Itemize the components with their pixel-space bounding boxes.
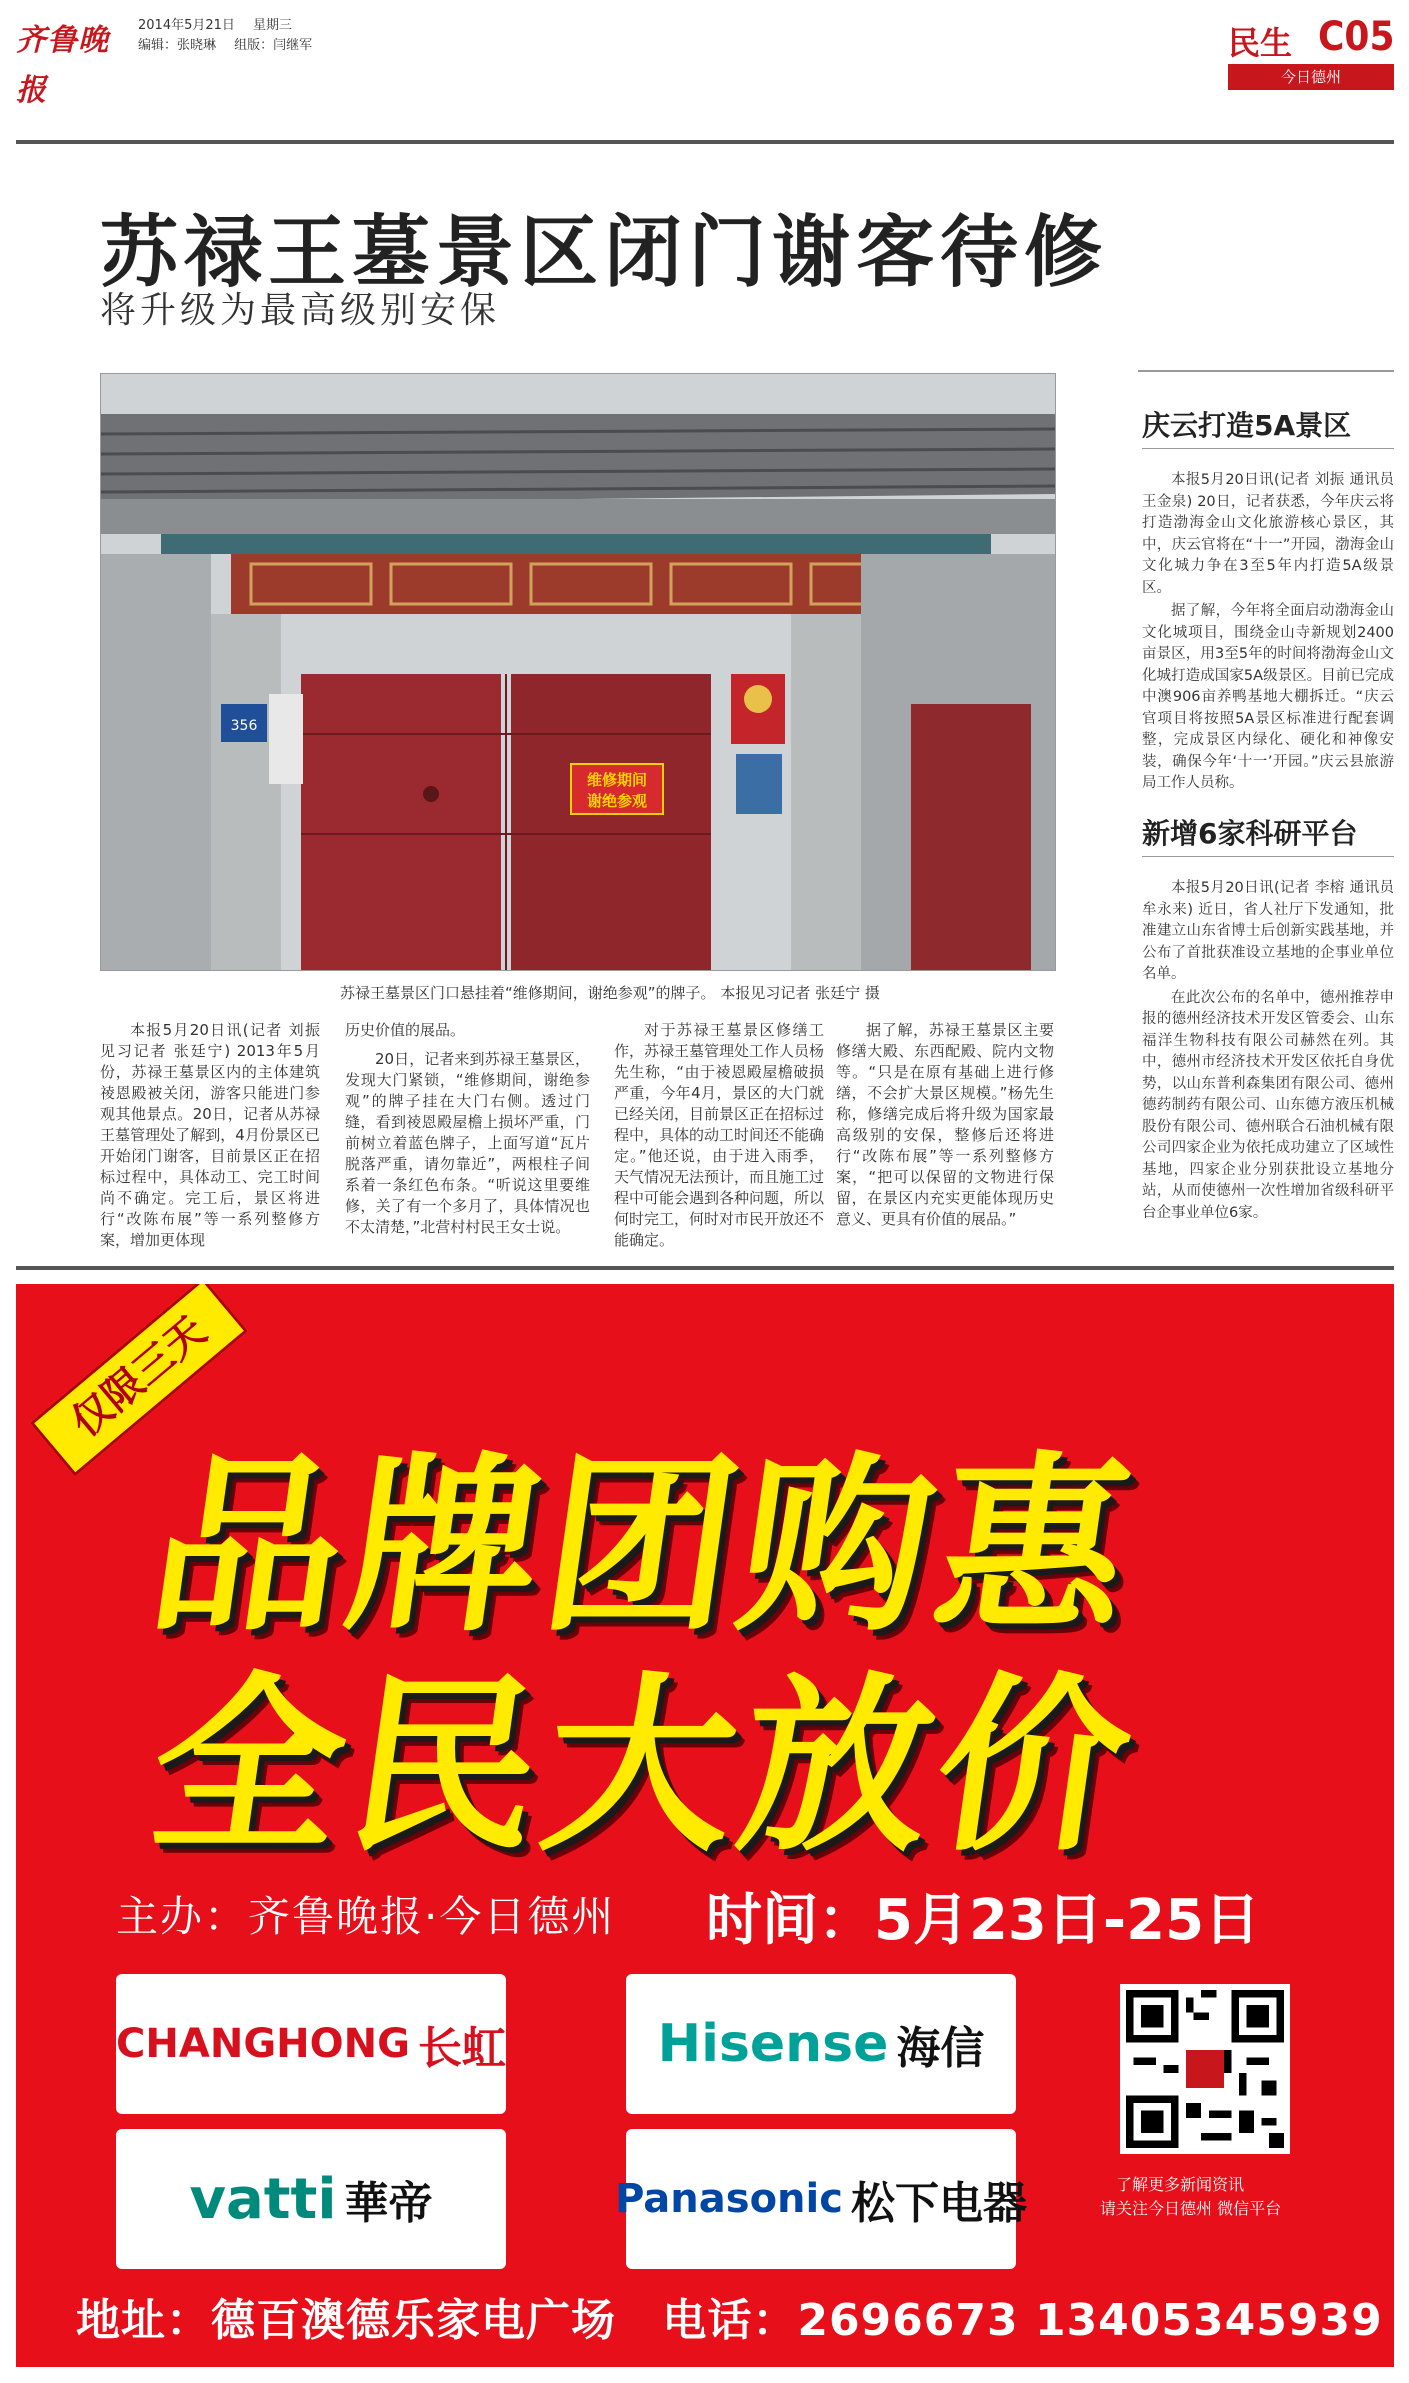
brand-hisense-logo	[626, 1974, 1016, 2114]
ad-headline-1: 品牌团购惠	[138, 1436, 1150, 1657]
sidebar-story-2-rule	[1142, 856, 1394, 857]
edition-label: 今日德州	[1228, 64, 1394, 90]
article-paragraph: 历史价值的展品。	[345, 1021, 466, 1039]
ad-time: 时间：5月23日-25日	[706, 1888, 1261, 1953]
photo-caption: 苏禄王墓景区门口悬挂着“维修期间，谢绝参观”的牌子。 本报见习记者 张廷宁 摄	[340, 984, 880, 1002]
issue-date-line	[138, 14, 306, 33]
editor-credit: 编辑：张晓琳	[138, 38, 217, 53]
brand-changhong-logo	[116, 1974, 506, 2114]
news-photo	[100, 373, 1056, 971]
subheadline: 将升级为最高级别安保	[100, 290, 501, 331]
masthead-logo: 齐鲁晚报	[16, 23, 109, 108]
brand-cn: 松下电器	[850, 2178, 1027, 2229]
ad-contact-line	[76, 2284, 1394, 2348]
photo-sign-line2: 谢绝参观	[586, 792, 648, 810]
advertisement	[16, 1284, 1394, 2367]
issue-date: 2014年5月21日	[138, 18, 235, 33]
ad-headline-2: 全民大放价	[138, 1656, 1150, 1877]
main-headline: 苏禄王墓景区闭门谢客待修	[100, 207, 1109, 298]
brand-cn: 长虹	[417, 2023, 506, 2074]
brand-en: CHANGHONG	[116, 2021, 410, 2067]
brand-en: Panasonic	[615, 2176, 843, 2222]
layout-credit: 组版：闫继军	[234, 38, 313, 53]
door-plate-number: 356	[230, 718, 258, 734]
brand-vatti-logo	[116, 2129, 506, 2269]
ad-organizer: 主办：齐鲁晚报·今日德州	[116, 1892, 616, 1941]
sidebar-paragraph: 据了解，今年将全面启动渤海金山文化城项目，围绕金山寺新规划2400亩景区，用3至5年的时间将渤海金山文化城打造成国家5A级景区。目前已完成中澳906亩养鸭基地大棚拆迁。“庆云官项目将按照5A景区标准进行配套调整，完成景区内绿化、硬化和神像安装，确保今年‘十一’开园。”庆云县旅游局工作人员称。	[1142, 603, 1394, 791]
section-name: 民生	[1228, 24, 1293, 62]
ad-address: 地址：德百澳德乐家电广场	[76, 2295, 616, 2346]
sidebar-story-1-rule	[1142, 448, 1394, 449]
ad-limited-tag: 仅限三天	[30, 1284, 248, 1476]
article-column-2	[345, 1020, 590, 1246]
brand-cn: 海信	[896, 2023, 985, 2074]
sidebar-story-2-title: 新增6家科研平台	[1142, 817, 1358, 850]
sidebar-story-2-body	[1142, 878, 1394, 1226]
qr-code[interactable]	[1120, 1984, 1290, 2154]
sidebar-paragraph: 本报5月20日讯(记者 李榕 通讯员 牟永来) 近日，省人社厅下发通知，批准建立山东省博士后创新实践基地，并公布了首批获准设立基地的企事业单位名单。	[1142, 880, 1394, 982]
brand-en: vatti	[189, 2166, 337, 2232]
qr-note-1: 了解更多新闻资讯	[1116, 2175, 1245, 2194]
editor-line	[138, 34, 326, 53]
qr-note-2: 请关注今日德州 微信平台	[1100, 2199, 1282, 2218]
photo-sign-line1: 维修期间	[586, 771, 648, 789]
sidebar-story-1-title: 庆云打造5A景区	[1142, 409, 1352, 442]
ad-divider	[16, 1266, 1394, 1270]
brand-cn: 華帝	[344, 2178, 433, 2229]
article-paragraph: 20日，记者来到苏禄王墓景区，发现大门紧锁，“维修期间，谢绝参观”的牌子挂在大门右侧。透过门缝，看到祾恩殿屋檐上损坏严重，门前树立着蓝色牌子，上面写道“瓦片脱落严重，请勿靠近”，两根柱子间系着一条红色布条。“听说这里要维修，关了有一个多月了，具体情况也不太清楚，”北营村村民王女士说。	[345, 1050, 590, 1236]
article-column-4	[836, 1020, 1054, 1238]
issue-weekday: 星期三	[253, 18, 293, 33]
article-paragraph: 对于苏禄王墓景区修缮工作，苏禄王墓管理处工作人员杨先生称，“由于祾恩殿屋檐破损严重，今年4月，景区的大门就已经关闭，目前景区正在招标过程中，具体的动工时间还不能确定。”他还说，由于进入雨季，天气情况无法预计，而且施工过程中可能会遇到各种问题，所以何时完工，何时对市民开放还不能确定。	[614, 1021, 825, 1249]
brand-en: Hisense	[657, 2014, 889, 2074]
header-divider	[16, 140, 1394, 144]
article-column-1	[100, 1020, 320, 1259]
article-column-3	[614, 1020, 824, 1259]
brand-panasonic-logo	[615, 2129, 1027, 2269]
ad-phone: 电话：2696673 13405345939	[662, 2295, 1383, 2346]
page-number: C05	[1318, 14, 1395, 60]
sidebar-divider	[1138, 370, 1394, 372]
sidebar-paragraph: 在此次公布的名单中，德州推荐申报的德州经济技术开发区管委会、山东福洋生物科技有限公司赫然在列。其中，德州市经济技术开发区依托自身优势，以山东普利森集团有限公司、德州德药制药有限公司、山东德方液压机械股份有限公司、德州联合石油机械有限公司四家企业为依托成功建立了区域性基地，四家企业分别获批设立基地分站，从而使德州一次性增加省级科研平台企事业单位6家。	[1142, 989, 1394, 1221]
article-paragraph: 据了解，苏禄王墓景区主要修缮大殿、东西配殿、院内文物等。“只是在原有基础上进行修缮，不会扩大景区规模。”杨先生称，修缮完成后将升级为国家最高级别的安保，整修后还将进行“改陈布展”等一系列整修方案，“把可以保留的文物进行保留，在景区内充实更能体现历史意义、更具有价值的展品。”	[836, 1021, 1054, 1228]
article-paragraph: 本报5月20日讯(记者 刘振 见习记者 张廷宁) 2013年5月份，苏禄王墓景区内的主体建筑祾恩殿被关闭，游客只能进门参观其他景点。20日，记者从苏禄王墓管理处了解到，4月份景区已开始闭门谢客，目前景区正在招标过程中，具体动工、完工时间尚不确定。完工后，景区将进行“改陈布展”等一系列整修方案，增加更体现	[100, 1021, 320, 1249]
sidebar-paragraph: 本报5月20日讯(记者 刘振 通讯员 王金泉) 20日，记者获悉，今年庆云将打造渤海金山文化旅游核心景区，其中，庆云官将在“十一”开园，渤海金山文化城力争在3至5年内打造5A级景区。	[1142, 472, 1394, 596]
sidebar-story-1-body	[1142, 470, 1394, 797]
